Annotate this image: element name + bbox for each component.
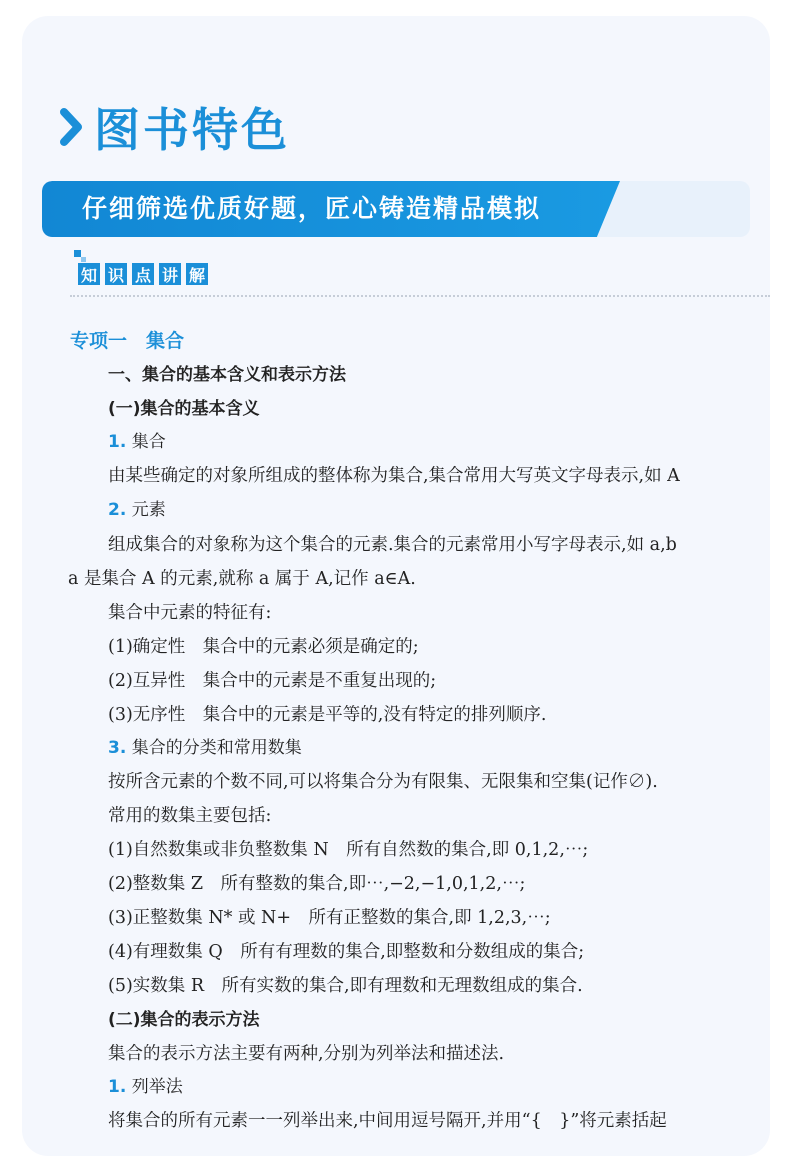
- knowledge-label-char: 点: [132, 263, 154, 285]
- item-title: 集合: [131, 432, 166, 452]
- numbered-heading: [108, 498, 166, 522]
- paragraph: 集合中元素的特征有:: [108, 603, 272, 623]
- knowledge-label: [78, 263, 208, 285]
- heading-2: (一)集合的基本含义: [108, 399, 260, 419]
- number-set-item: (2)整数集 Z 所有整数的集合,即⋯,−2,−1,0,1,2,⋯;: [108, 874, 526, 894]
- paragraph: 组成集合的对象称为这个集合的元素.集合的元素常用小写字母表示,如 a,b: [108, 535, 677, 555]
- page-title: 图书特色: [94, 103, 290, 157]
- heading-1: 一、集合的基本含义和表示方法: [108, 365, 346, 385]
- feature-item: (1)确定性 集合中的元素必须是确定的;: [108, 637, 419, 657]
- item-title: 列举法: [131, 1077, 183, 1097]
- item-number: 3.: [108, 738, 127, 758]
- number-set-item: (4)有理数集 Q 所有有理数的集合,即整数和分数组成的集合;: [108, 942, 585, 962]
- feature-banner: [42, 181, 750, 237]
- item-number: 1.: [108, 1077, 127, 1097]
- paragraph: 常用的数集主要包括:: [108, 806, 272, 826]
- feature-item: (3)无序性 集合中的元素是平等的,没有特定的排列顺序.: [108, 705, 547, 725]
- item-title: 元素: [131, 500, 166, 520]
- page-header: [56, 92, 290, 162]
- decor-square: [74, 250, 81, 257]
- knowledge-label-char: 知: [78, 263, 100, 285]
- number-set-item: (3)正整数集 N* 或 N+ 所有正整数的集合,即 1,2,3,⋯;: [108, 908, 551, 928]
- paragraph: 集合的表示方法主要有两种,分别为列举法和描述法.: [108, 1044, 505, 1064]
- banner-text: 仔细筛选优质好题，匠心铸造精品模拟: [82, 194, 542, 223]
- feature-item: (2)互异性 集合中的元素是不重复出现的;: [108, 671, 437, 691]
- item-number: 1.: [108, 432, 127, 452]
- content-panel: [22, 16, 770, 1156]
- paragraph: 按所含元素的个数不同,可以将集合分为有限集、无限集和空集(记作∅).: [108, 772, 658, 792]
- paragraph-continued: a 是集合 A 的元素,就称 a 属于 A,记作 a∈A.: [68, 569, 416, 589]
- knowledge-label-char: 讲: [159, 263, 181, 285]
- number-set-item: (5)实数集 R 所有实数的集合,即有理数和无理数组成的集合.: [108, 976, 583, 996]
- number-set-item: (1)自然数集或非负整数集 N 所有自然数的集合,即 0,1,2,⋯;: [108, 840, 589, 860]
- heading-3: (二)集合的表示方法: [108, 1010, 260, 1030]
- decor-square-small: [81, 257, 86, 262]
- item-title: 集合的分类和常用数集: [131, 738, 302, 758]
- knowledge-label-char: 解: [186, 263, 208, 285]
- numbered-heading: [108, 430, 166, 454]
- chevron-right-icon: [56, 102, 86, 152]
- paragraph: 将集合的所有元素一一列举出来,中间用逗号隔开,并用“{ }”将元素括起: [108, 1111, 667, 1131]
- paragraph: 由某些确定的对象所组成的整体称为集合,集合常用大写英文字母表示,如 A: [108, 466, 680, 486]
- dotted-divider: [70, 295, 770, 297]
- section-title: 专项一 集合: [70, 330, 185, 352]
- knowledge-label-char: 识: [105, 263, 127, 285]
- numbered-heading: [108, 736, 302, 760]
- numbered-heading: [108, 1075, 183, 1099]
- item-number: 2.: [108, 500, 127, 520]
